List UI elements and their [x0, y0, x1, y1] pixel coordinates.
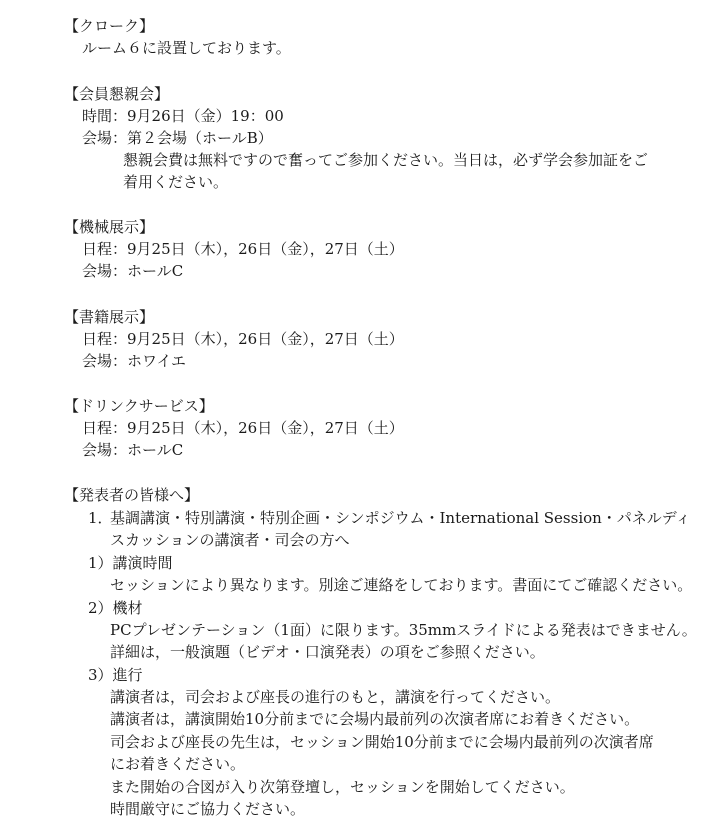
- sub3-text-line5: また開始の合図が入り次第登壇し，セッションを開始してください。: [110, 778, 575, 796]
- sub3-text-line6: 時間厳守にご協力ください。: [110, 800, 306, 818]
- sub2-text-line2: 詳細は，一般演題（ビデオ・口演発表）の項をご参照ください。: [110, 643, 545, 661]
- drink-heading: 【ドリンクサービス】: [64, 397, 214, 415]
- machine-venue: 会場：ホールC: [82, 262, 184, 280]
- social-heading: 【会員懇親会】: [64, 85, 170, 103]
- item1-number: 1．: [88, 509, 113, 527]
- sub3-text-line4: にお着きください。: [110, 755, 246, 773]
- social-note-line2: 着用ください。: [123, 173, 229, 191]
- sub1-label: 1）講演時間: [88, 554, 173, 572]
- presenters-heading: 【発表者の皆様へ】: [64, 486, 200, 504]
- books-heading: 【書籍展示】: [64, 308, 155, 326]
- sub1-text: セッションにより異なります。別途ご連絡をしております。書面にてご確認ください。: [110, 576, 693, 594]
- drink-dates: 日程：9月25日（木），26日（金），27日（土）: [82, 419, 404, 437]
- social-time: 時間：9月26日（金）19：00: [82, 107, 284, 125]
- drink-venue: 会場：ホールC: [82, 441, 184, 459]
- social-note-line1: 懇親会費は無料ですので奮ってご参加ください。当日は，必ず学会参加証をご: [123, 151, 649, 169]
- sub3-text-line2: 講演者は，講演開始10分前までに会場内最前列の次演者席にお着きください。: [110, 710, 640, 728]
- sub2-text-line1: PCプレゼンテーション（1面）に限ります。35mmスライドによる発表はできません。: [110, 621, 697, 639]
- sub2-label: 2）機材: [88, 599, 143, 617]
- sub3-text-line3: 司会および座長の先生は，セッション開始10分前までに会場内最前列の次演者席: [110, 733, 654, 751]
- sub3-text-line1: 講演者は，司会および座長の進行のもと，講演を行ってください。: [110, 688, 561, 706]
- cloak-text: ルーム６に設置しております。: [82, 39, 291, 57]
- item1-line2: スカッションの講演者・司会の方へ: [110, 531, 350, 549]
- books-dates: 日程：9月25日（木），26日（金），27日（土）: [82, 330, 404, 348]
- machine-dates: 日程：9月25日（木），26日（金），27日（土）: [82, 240, 404, 258]
- books-venue: 会場：ホワイエ: [82, 352, 186, 370]
- social-venue: 会場：第２会場（ホールB）: [82, 129, 273, 147]
- machine-heading: 【機械展示】: [64, 218, 155, 236]
- sub3-label: 3）進行: [88, 666, 143, 684]
- item1-line1: 基調講演・特別講演・特別企画・シンポジウム・International Session・パネルディ: [110, 509, 691, 527]
- cloak-heading: 【クローク】: [64, 17, 155, 35]
